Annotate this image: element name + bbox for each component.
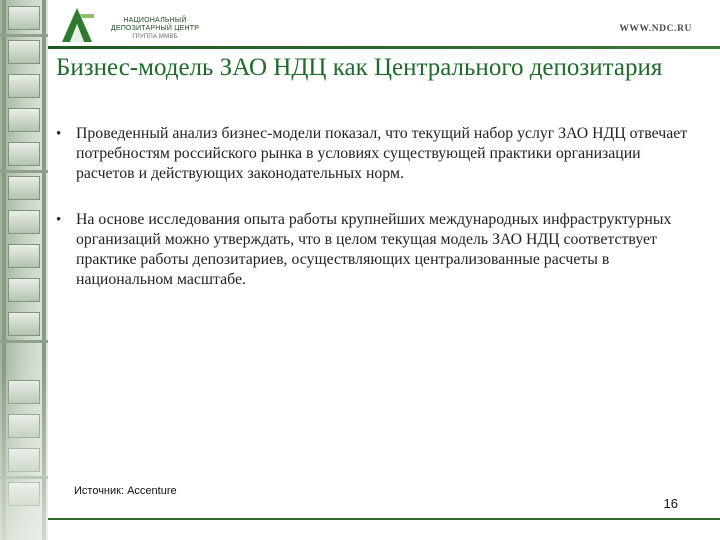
source-note: Источник: Accenture	[74, 485, 177, 497]
bullet-text: Проведенный анализ бизнес-модели показал, что текущий набор услуг ЗАО НДЦ отвечает потребностям российского рынка в условиях существующей практики организации расчетов и действующих законодательных норм.	[76, 125, 688, 182]
footer-divider	[48, 518, 720, 520]
bullet-item-1	[56, 124, 696, 184]
ndc-logo	[58, 6, 208, 48]
logo-line-3: ГРУППА ММВБ	[132, 34, 178, 40]
logo-line-2: ДЕПОЗИТАРНЫЙ ЦЕНТР	[110, 25, 200, 32]
site-url[interactable]: WWW.NDC.RU	[619, 24, 692, 34]
ndc-logo-text	[100, 17, 210, 41]
bullet-marker: •	[56, 212, 62, 228]
ndc-logo-mark-icon	[58, 6, 96, 46]
logo-line-1: НАЦИОНАЛЬНЫЙ	[123, 17, 187, 24]
bullet-text: На основе исследования опыта работы крупнейших международных инфраструктурных организаций можно утверждать, что в целом текущая модель ЗАО НДЦ соответствует практике работы депозитариев, осуществляющих централизованные расчеты в национальном масштабе.	[76, 211, 672, 288]
bullet-list	[56, 124, 696, 316]
building-photo-strip	[0, 0, 48, 540]
slide-title: Бизнес-модель ЗАО НДЦ как Центрального депозитария	[56, 54, 663, 81]
header-divider	[48, 46, 720, 49]
page-number: 16	[663, 496, 678, 511]
bullet-marker: •	[56, 126, 62, 142]
bullet-item-2	[56, 210, 696, 290]
